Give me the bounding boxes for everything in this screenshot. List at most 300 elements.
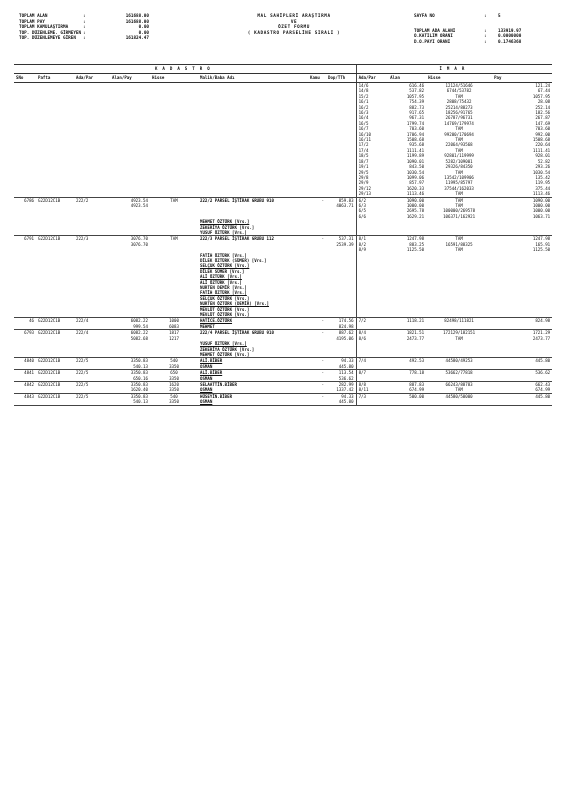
dop-cell: 4195.06	[336, 335, 354, 341]
imar-hisse-cell: TAM	[455, 236, 463, 242]
imar-hisse-cell: TAM	[455, 169, 463, 175]
owner-name-cell: OSMAN	[198, 399, 308, 405]
imar-hisse-cell: 25214/88273	[445, 104, 473, 110]
header-total-value: 161688.00	[125, 19, 149, 25]
imar-hisse-cell: 22064/93568	[445, 142, 473, 148]
imar-ada-parsel-cell: 16/2	[356, 105, 388, 110]
header-total-key: TOP. DÜZENLEMEYE GİREN	[19, 36, 76, 42]
imar-hisse-cell: 26787/96731	[445, 115, 473, 121]
header-info-key: TOPLAM ADA ALANI	[414, 28, 456, 34]
imar-hisse-cell: 100000/269578	[443, 208, 476, 214]
imar-band-label: İMAR	[356, 65, 552, 74]
pafta-cell: G22D12C1B	[38, 330, 61, 336]
imar-pay-cell: 1000.00	[532, 208, 551, 214]
imar-alan-cell: 616.46	[409, 83, 425, 88]
imar-hisse-cell: 44580/49253	[445, 358, 473, 364]
pafta-cell: G22D12C1B	[38, 318, 61, 324]
kadastro-alan-cell: 3076.70	[130, 241, 148, 247]
imar-hisse-cell: 37544/162033	[444, 185, 474, 191]
kadastro-ada-parsel-cell: 222/4	[76, 330, 89, 336]
imar-pay-cell: 674.99	[492, 387, 552, 393]
imar-hisse-cell: 13542/109906	[444, 174, 474, 180]
header-info-row	[414, 40, 549, 46]
imar-pay-cell: 1113.46	[492, 191, 552, 197]
imar-alan-cell: 1111.41	[406, 147, 425, 153]
imar-alan-cell: 1113.46	[388, 191, 426, 197]
imar-alan-cell: 882.73	[409, 104, 425, 110]
header-info-key: SAYFA NO	[414, 14, 435, 19]
imar-ada-parsel-cell: 7/4	[356, 358, 388, 364]
imar-alan-cell: 1057.95	[406, 93, 425, 99]
imar-hisse-cell: TAM	[455, 247, 463, 253]
imar-ada-parsel-cell: 16/5	[356, 121, 388, 126]
header-total-row	[19, 36, 169, 42]
imar-alan-cell: 1799.74	[406, 120, 425, 126]
owner-name-cell: OSMAN	[198, 376, 308, 382]
imar-ada-parsel-cell: 16/1	[356, 99, 388, 104]
owner-name-cell: SELÇUK ÖZTÜRK [Vrs.]	[200, 295, 250, 301]
kadastro-hisse-cell: 540	[170, 358, 178, 364]
owner-name-cell: SELÇUK ÖZTÜRK [Vrs.]	[200, 263, 250, 269]
header-sep: :	[83, 19, 86, 25]
imar-hisse-cell: 12124/51646	[445, 83, 473, 88]
kadastro-alan-cell: 3350.83	[130, 393, 148, 399]
ownership-table	[14, 64, 552, 406]
kadastro-alan-cell: 3076.70	[130, 236, 148, 242]
kamu-cell: -	[321, 358, 324, 364]
imar-hisse-cell: 6744/53782	[446, 88, 472, 94]
dop-cell: 824.98	[326, 324, 356, 330]
imar-ada-parsel-cell: 8/6	[356, 336, 388, 341]
kamu-cell: -	[321, 236, 324, 242]
sno-cell: 4842	[24, 381, 34, 387]
imar-hisse-cell: TAM	[455, 197, 463, 203]
owner-name-cell: MEVLÜT ÖZTÜRK [Vrs.]	[200, 306, 250, 312]
kadastro-hisse-cell: 3350	[150, 387, 198, 393]
kadastro-ada-parsel-cell: 222/4	[76, 318, 89, 324]
imar-ada-parsel-cell: 6/3	[356, 203, 388, 208]
header-page-info	[414, 14, 549, 45]
owner-name-cell: YUSUF ÖZTÜRK [Vrs.]	[200, 341, 247, 347]
imar-hisse-cell: 18256/91765	[445, 110, 473, 116]
column-header: Ada/Par	[74, 74, 110, 83]
kadastro-hisse-cell: 1217	[169, 335, 179, 341]
kamu-cell: -	[321, 370, 324, 376]
kadastro-alan-cell: 6082.22	[130, 330, 148, 336]
imar-ada-parsel-cell: 14/8	[356, 88, 388, 93]
dop-cell: 282.99	[338, 381, 354, 387]
imar-hisse-cell: 29326/84350	[445, 164, 473, 170]
kadastro-alan-cell: 3350.83	[130, 358, 148, 364]
column-header: SNo	[14, 74, 36, 83]
owner-name-cell: OSMAN	[198, 364, 308, 370]
pafta-cell	[36, 399, 74, 405]
imar-hisse-cell	[426, 399, 492, 405]
kadastro-ada-parsel-cell: 222/5	[76, 381, 89, 387]
owner-name-cell: MEVLÜT ÖZTÜRK [Vrs.]	[198, 312, 308, 318]
imar-pay-cell: 121.24	[535, 83, 551, 88]
kadastro-ada-parsel-cell: 222/5	[76, 358, 89, 364]
dop-cell: 536.62	[326, 376, 356, 382]
imar-pay-cell: 165.91	[535, 241, 551, 247]
imar-hisse-cell: 44580/50000	[445, 393, 473, 399]
table-row	[14, 399, 552, 405]
imar-pay-cell: 375.44	[535, 185, 551, 191]
imar-hisse-cell: TAM	[426, 387, 492, 393]
imar-alan-cell: 917.65	[409, 110, 425, 116]
imar-pay-cell: 928.01	[535, 153, 551, 159]
column-header: Alan	[388, 74, 426, 83]
imar-pay-cell: 992.00	[535, 131, 551, 137]
imar-hisse-cell: 172129/182151	[443, 330, 476, 336]
dop-cell: 445.80	[326, 399, 356, 405]
owner-name-cell: NURTEN ÖZTÜRK (DEMİR) [Vrs.]	[200, 301, 270, 307]
imar-hisse-cell: TAM	[455, 147, 463, 153]
imar-pay-cell: 1721.29	[532, 330, 551, 336]
kamu-cell: -	[321, 318, 324, 324]
imar-alan-cell	[388, 399, 426, 405]
imar-pay-cell: 1000.00	[532, 202, 551, 208]
imar-pay-cell: 28.08	[537, 99, 551, 105]
imar-hisse-cell: TAM	[426, 191, 492, 197]
imar-alan-cell: 883.25	[409, 241, 425, 247]
kadastro-alan-cell: 5082.68	[130, 335, 148, 341]
imar-ada-parsel-cell: 14/6	[356, 83, 388, 89]
imar-ada-parsel-cell: 7/3	[356, 393, 388, 399]
dop-cell: 113.54	[338, 370, 354, 376]
imar-ada-parsel-cell: 6/5	[356, 208, 388, 213]
imar-ada-parsel-cell: 8/11	[356, 387, 388, 393]
imar-pay-cell: 824.98	[535, 318, 551, 324]
header-sep: :	[83, 25, 86, 31]
imar-hisse-cell: 2808/75432	[446, 99, 472, 105]
imar-pay-cell: 1030.54	[532, 169, 551, 175]
kadastro-ada-parsel-cell: 222/5	[76, 370, 89, 376]
header-total-key: TOPLAM PAY	[19, 19, 45, 25]
dop-cell: 1337.42	[326, 387, 356, 393]
imar-hisse-cell: 5282/109001	[445, 158, 473, 164]
header-info-value: 133919.97	[498, 28, 522, 34]
kadastro-hisse-cell: 6083	[150, 324, 198, 330]
kadastro-alan-cell: 650.16	[110, 376, 150, 382]
header-info-key: D.O.PAYI ORANI	[414, 39, 451, 45]
imar-ada-parsel-cell: 29/8	[356, 175, 388, 180]
kadastro-alan-cell: 999.54	[110, 324, 150, 330]
header-total-value: 161688.00	[125, 14, 149, 19]
imar-alan-cell: 754.39	[409, 99, 425, 105]
imar-pay-cell: 147.69	[535, 120, 551, 126]
imar-alan-cell: 2473.77	[406, 335, 425, 341]
kamu-cell	[308, 399, 326, 405]
kadastro-hisse-cell: TAM	[170, 197, 178, 203]
sno-cell: 6793	[24, 330, 34, 336]
dop-cell: 859.83	[338, 197, 354, 203]
pafta-cell: G22D12C1B	[38, 197, 61, 203]
imar-pay-cell: 1508.68	[532, 137, 551, 143]
kadastro-hisse-cell: 3350	[150, 376, 198, 382]
imar-ada-parsel-cell: 17/4	[356, 148, 388, 153]
owner-name-cell: MEHMET	[198, 324, 308, 330]
imar-pay-cell: 1125.50	[532, 247, 551, 253]
imar-alan-cell: 1090.00	[406, 197, 425, 203]
column-header-row	[14, 74, 552, 83]
imar-ada-parsel-cell: 7/2	[356, 318, 388, 324]
header-sep: :	[83, 14, 86, 19]
imar-ada-parsel-cell: 6/2	[356, 197, 388, 203]
imar-hisse-cell: 16591/88325	[445, 241, 473, 247]
imar-ada-parsel-cell: 16/3	[356, 110, 388, 115]
imar-alan-cell: 674.99	[388, 387, 426, 393]
imar-alan-cell: 843.50	[409, 164, 425, 170]
imar-alan-cell: 1118.21	[406, 318, 425, 324]
column-header: Dop/TTh	[326, 74, 356, 83]
kadastro-ada-parsel-cell: 222/5	[76, 393, 89, 399]
imar-pay-cell: 1057.95	[532, 93, 551, 99]
imar-alan-cell: 1199.89	[406, 153, 425, 159]
header-sep: :	[484, 28, 487, 34]
imar-pay-cell: 662.43	[535, 381, 551, 387]
imar-pay-cell: 536.62	[535, 370, 551, 376]
imar-hisse-cell: TAM	[455, 202, 463, 208]
kadastro-alan-cell: 3350.83	[130, 370, 148, 376]
imar-alan-cell: 703.60	[409, 126, 425, 132]
imar-ada-parsel-cell: 17/2	[356, 142, 388, 147]
imar-hisse-cell: 82498/111821	[444, 318, 474, 324]
kadastro-ada-parsel-cell	[74, 399, 110, 405]
header-info-value: 5	[498, 14, 501, 19]
kadastro-band-label: KADASTRO	[14, 65, 356, 74]
imar-ada-parsel-cell: 19/1	[356, 164, 388, 169]
sno-cell: 6791	[24, 236, 34, 242]
imar-alan-cell: 537.82	[409, 88, 425, 94]
imar-pay-cell: 135.42	[535, 174, 551, 180]
imar-pay-cell: 1247.98	[532, 236, 551, 242]
owner-name-cell: ALİ ÖZTÜRK [Vrs.]	[200, 274, 242, 280]
imar-pay-cell: 67.44	[537, 88, 551, 94]
header-title-line: MAL SAHİPLERİ ARAŞTIRMA	[257, 14, 331, 19]
imar-ada-parsel-cell: 8/2	[356, 242, 388, 247]
section-band	[14, 65, 552, 74]
imar-alan-cell: 887.83	[409, 381, 425, 387]
imar-alan-cell: 857.97	[409, 180, 425, 186]
imar-ada-parsel-cell: 8/8	[356, 381, 388, 387]
imar-hisse-cell: 14769/179974	[444, 120, 474, 126]
imar-pay-cell: 1111.41	[532, 147, 551, 153]
imar-pay-cell: 252.14	[535, 104, 551, 110]
owner-name-cell: OSMAN	[198, 387, 308, 393]
imar-pay-cell: 1090.00	[532, 197, 551, 203]
imar-ada-parsel-cell: 6/6	[356, 214, 388, 219]
imar-ada-parsel-cell: 18/5	[356, 153, 388, 158]
imar-pay-cell: 52.82	[537, 158, 551, 164]
kamu-cell: -	[321, 330, 324, 336]
imar-alan-cell: 1508.68	[406, 137, 425, 143]
owner-name-cell: ZEKERİYA ÖZTÜRK [Vrs.]	[200, 224, 255, 230]
imar-hisse-cell: 106371/162921	[443, 213, 476, 219]
owner-name-cell: 222/3 PARSEL İŞTİRAK GRUBU 112	[200, 236, 274, 242]
sno-cell	[14, 399, 36, 405]
imar-hisse-cell: TAM	[455, 335, 463, 341]
imar-pay-cell: 445.80	[535, 393, 551, 399]
header-info-value: 0.1746368	[498, 39, 522, 45]
pafta-cell: G22D12C1B	[38, 381, 61, 387]
imar-alan-cell: 1821.51	[406, 330, 425, 336]
header-total-value: 0.00	[138, 30, 149, 36]
imar-ada-parsel-cell: 16/7	[356, 126, 388, 131]
column-header: Pafta	[36, 74, 74, 83]
imar-hisse-cell: 53662/77818	[445, 370, 473, 376]
imar-ada-parsel-cell: 29/9	[356, 180, 388, 185]
dop-cell: 4063.71	[336, 202, 354, 208]
imar-pay-cell: 182.56	[535, 110, 551, 116]
kadastro-alan-cell: 4923.54	[130, 197, 148, 203]
imar-alan-cell: 778.18	[409, 370, 425, 376]
header-info-key: O.KATILIM ORANI	[414, 34, 453, 40]
kadastro-hisse-cell: 1620	[169, 381, 179, 387]
imar-alan-cell: 1629.21	[406, 213, 425, 219]
imar-ada-parsel-cell: 29/5	[356, 170, 388, 175]
header-total-key: TOPLAM ALAN	[19, 14, 48, 19]
kamu-cell: -	[321, 197, 324, 203]
owner-name-cell: HÜSEYİN.BİBER	[200, 393, 233, 399]
sno-cell: 4840	[24, 358, 34, 364]
dop-cell: 174.56	[338, 318, 354, 324]
header-sep: :	[484, 34, 487, 40]
header-title-line: VE	[290, 19, 298, 25]
imar-ada-parsel-cell: 16/10	[356, 132, 388, 137]
header-info-row	[414, 14, 549, 20]
imar-ada-parsel-cell: 29/12	[356, 186, 388, 191]
imar-hisse-cell: TAM	[455, 93, 463, 99]
kadastro-hisse-cell: 540	[170, 393, 178, 399]
imar-alan-cell: 1247.98	[406, 236, 425, 242]
imar-pay-cell: 220.64	[535, 142, 551, 148]
owner-name-cell: YUSUF ÖZTÜRK [Vrs.]	[198, 230, 308, 236]
kadastro-alan-cell: 1620.40	[110, 387, 150, 393]
imar-ada-parsel-cell: 16/4	[356, 115, 388, 120]
imar-hisse-cell: 92801/119999	[444, 153, 474, 159]
column-header: Kamu	[308, 74, 326, 83]
imar-ada-parsel-cell	[356, 399, 388, 405]
imar-pay-cell: 119.95	[535, 180, 551, 186]
kadastro-hisse-cell: 1817	[169, 330, 179, 336]
imar-ada-parsel-cell: 15/2	[356, 94, 388, 99]
dop-cell: 537.31	[338, 236, 354, 242]
imar-ada-parsel-cell: 29/13	[356, 191, 388, 197]
owner-name-cell: DİLEK ÖZTÜRK (SÜMER) [Vrs.]	[200, 258, 267, 263]
imar-pay-cell: 2473.77	[532, 335, 551, 341]
dop-cell: 445.80	[326, 364, 356, 370]
imar-ada-parsel-cell: 8/1	[356, 236, 388, 242]
header-total-value: 161824.47	[125, 36, 149, 42]
owner-name-cell: ZEKERİYA ÖZTÜRK [Vrs.]	[200, 346, 255, 352]
imar-hisse-cell: 66243/88783	[445, 381, 473, 387]
header-total-key: TOP. DÜZENLEME. GİRMEYEN	[19, 30, 82, 36]
column-header: Malik/Baba Adı	[198, 74, 308, 83]
header-total-value: 0.00	[138, 25, 149, 31]
kamu-cell: -	[321, 393, 324, 399]
imar-ada-parsel-cell: 8/7	[356, 370, 388, 376]
owner-name-cell: SELAATTİN.BİBER	[200, 381, 237, 387]
imar-alan-cell: 1000.00	[406, 202, 425, 208]
owner-name-cell: FATİH ÖZTÜRK [Vrs.]	[200, 252, 247, 258]
kadastro-alan-cell: 540.13	[110, 364, 150, 370]
kadastro-ada-parsel-cell: 222/2	[76, 197, 89, 203]
document-page	[14, 14, 552, 406]
kadastro-hisse-cell: 3350	[150, 364, 198, 370]
owner-name-cell: 222/4 PARSEL İŞTİRAK GRUBU 910	[200, 330, 274, 336]
imar-alan-cell: 1706.94	[406, 131, 425, 137]
kadastro-alan-cell: 540.13	[110, 399, 150, 405]
header-title-line: ÖZET FORMU	[278, 25, 310, 31]
header-totals	[19, 14, 169, 42]
pafta-cell: G22D12C1B	[38, 370, 61, 376]
imar-pay-cell: 445.80	[535, 358, 551, 364]
imar-pay-cell: 293.26	[535, 164, 551, 170]
imar-ada-parsel-cell: 8/9	[356, 247, 388, 252]
sno-cell: 4841	[24, 370, 34, 376]
imar-alan-cell: 1030.54	[406, 169, 425, 175]
header-total-key: TOPLAM KAMULAŞTIRMA	[19, 25, 69, 31]
header-sep: :	[484, 14, 487, 19]
imar-hisse-cell: 11995/85797	[445, 180, 473, 186]
imar-alan-cell: 492.53	[409, 358, 425, 364]
header-sep: :	[83, 30, 86, 36]
column-header: Ada/Par	[356, 74, 388, 83]
header-sep: :	[484, 39, 487, 45]
sno-cell: 4843	[24, 393, 34, 399]
column-header: Hisse	[150, 74, 198, 83]
kadastro-hisse-cell: 1000	[169, 318, 179, 324]
imar-alan-cell: 1099.06	[406, 174, 425, 180]
imar-pay-cell: 1063.71	[532, 213, 551, 219]
owner-name-cell: 222/2 PARSEL İŞTİRAK GRUBU 910	[200, 197, 274, 203]
header-info-value: 0.0000000	[498, 34, 522, 40]
column-header: Pay	[492, 74, 552, 83]
imar-pay-cell	[492, 399, 552, 405]
imar-alan-cell: 1090.01	[406, 158, 425, 164]
owner-name-cell: FATİH ÖZTÜRK [Vrs.]	[200, 290, 247, 296]
kadastro-ada-parsel-cell: 222/3	[76, 236, 89, 242]
kadastro-alan-cell: 3350.83	[130, 381, 148, 387]
imar-ada-parsel-cell: 16/11	[356, 137, 388, 142]
imar-hisse-cell: 99200/170694	[444, 131, 474, 137]
kadastro-alan-cell: 4923.54	[130, 202, 148, 208]
imar-pay-cell: 267.87	[535, 115, 551, 121]
dop-cell: 94.33	[341, 393, 354, 399]
imar-hisse-cell: TAM	[455, 137, 463, 143]
owner-name-cell: NURTEN DEMİR [Vrs.]	[200, 285, 247, 291]
pafta-cell: G22D12C1B	[38, 393, 61, 399]
column-header: Hisse	[426, 74, 492, 83]
header-title	[184, 14, 404, 36]
owner-name-cell: ALİ.BİBER	[200, 358, 223, 364]
kadastro-alan-cell: 6082.22	[130, 318, 148, 324]
pafta-cell: G22D12C1B	[38, 358, 61, 364]
sno-cell: 6786	[24, 197, 34, 203]
dop-cell: 94.33	[341, 358, 354, 364]
owner-name-cell: MEHMET ÖZTÜRK [Vrs.]	[198, 352, 308, 358]
imar-pay-cell: 703.60	[535, 126, 551, 132]
kadastro-hisse-cell: 3350	[150, 399, 198, 405]
pafta-cell: G22D12C1B	[38, 236, 61, 242]
header-title-line: ( KADASTRO PARSELİNE SIRALI )	[247, 30, 341, 36]
header-sep: :	[83, 36, 86, 42]
sno-cell: 46	[29, 318, 34, 324]
imar-alan-cell: 500.00	[409, 393, 425, 399]
imar-alan-cell: 1620.33	[406, 185, 425, 191]
column-header: Alan/Pay	[110, 74, 150, 83]
